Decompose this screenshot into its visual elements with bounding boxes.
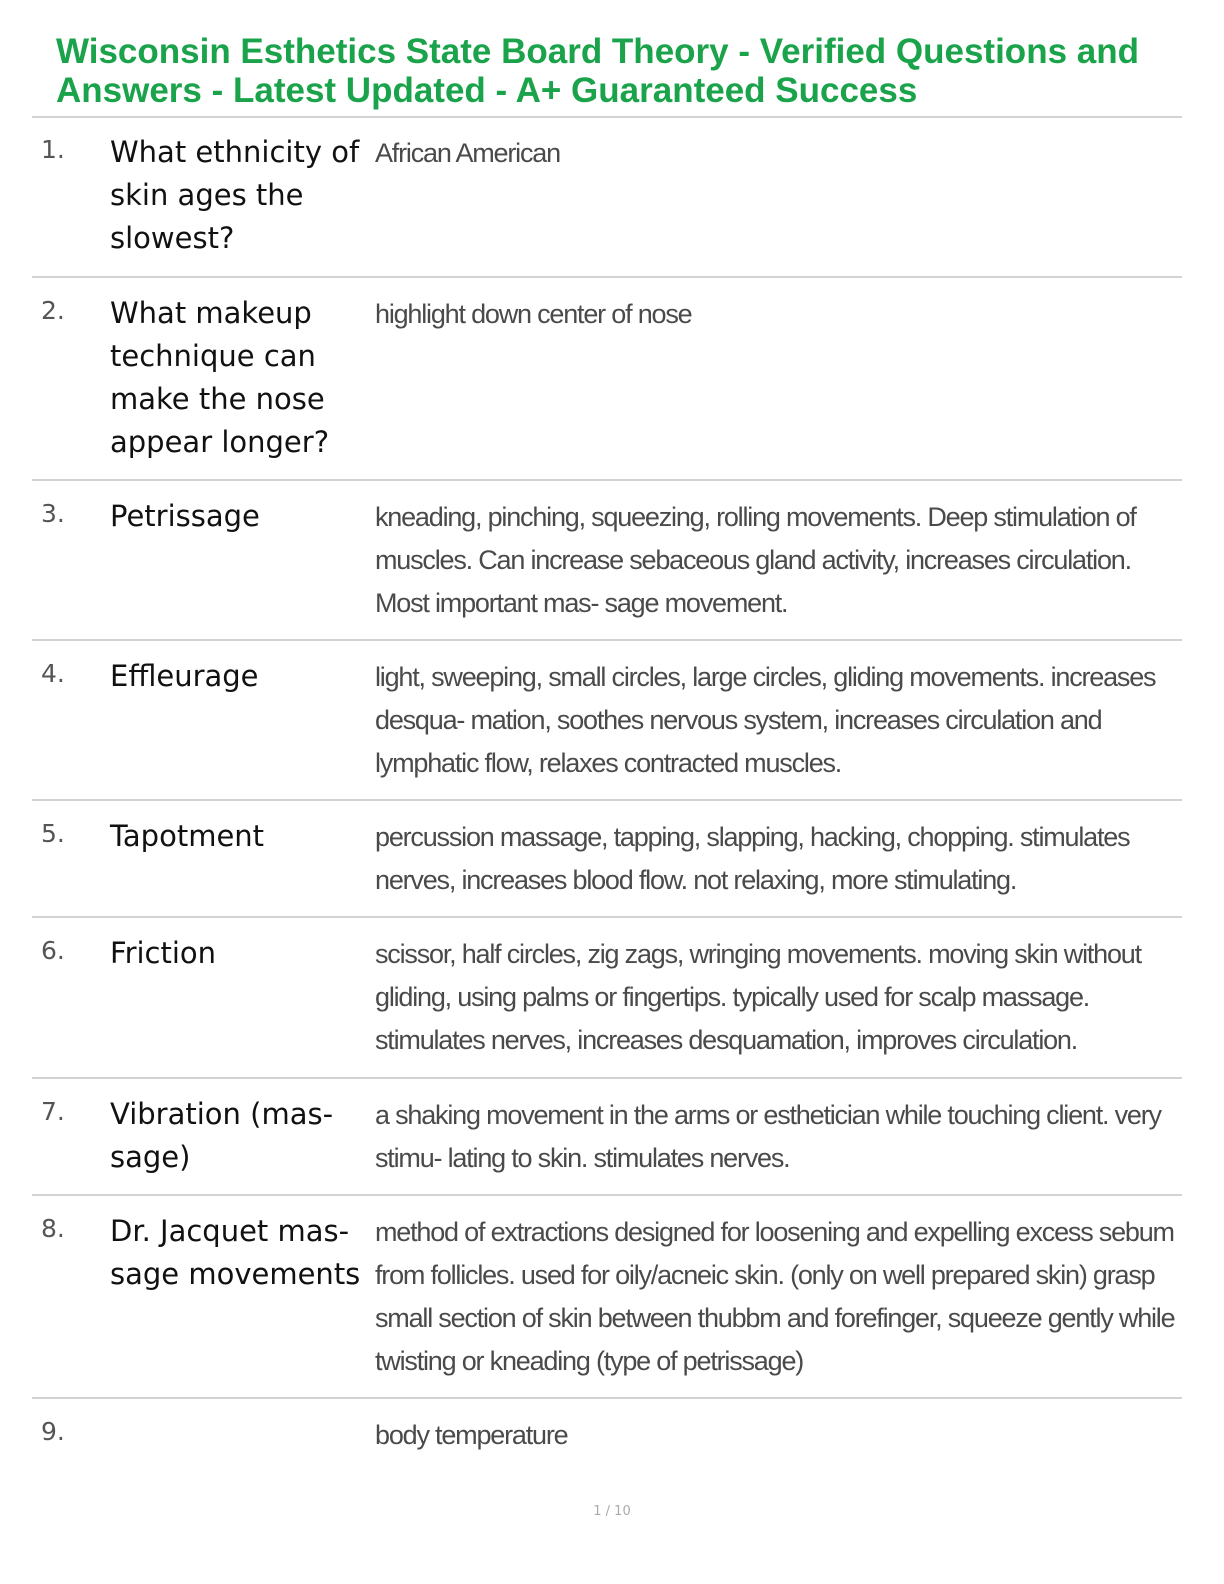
qa-row (32, 641, 1182, 801)
answer-definition: scissor, half circles, zig zags, wringing movements. moving skin without gliding, using palms or fingertips. typically used for scalp massage. stimulates nerves, increases desquamation, improves circulation. (375, 939, 1141, 1055)
answer-definition: body temperature (375, 1420, 568, 1450)
document-title: Wisconsin Esthetics State Board Theory - Verified Questions and Answers - Latest Updated - A+ Guaranteed Success (56, 32, 1139, 110)
qa-row (32, 1399, 1182, 1479)
qa-row (32, 1079, 1182, 1196)
answer-definition: highlight down center of nose (375, 299, 692, 329)
question-term: Tapotment (110, 819, 265, 853)
qa-row (32, 1196, 1182, 1399)
answer-definition: percussion massage, tapping, slapping, hacking, chopping. stimulates nerves, increases blood flow. not relaxing, more stimulating. (375, 822, 1130, 895)
item-number: 6. (41, 936, 65, 965)
item-number: 5. (41, 819, 65, 848)
answer-definition: African American (375, 138, 560, 168)
item-number: 9. (41, 1417, 65, 1446)
qa-row (32, 117, 1182, 278)
item-number: 1. (41, 135, 65, 164)
question-term: Friction (110, 936, 217, 970)
answer-definition: kneading, pinching, squeezing, rolling movements. Deep stimulation of muscles. Can increase sebaceous gland activity, increases circulation. Most important mas- sage movement. (375, 502, 1136, 618)
answer-definition: method of extractions designed for loosening and expelling excess sebum from follicles. used for oily/acneic skin. (only on well prepared skin) grasp small section of skin between thubbm and forefinger, squeeze gently while twisting or kneading (type of petrissage) (375, 1217, 1175, 1376)
question-term: Petrissage (110, 499, 260, 533)
answer-definition: a shaking movement in the arms or esthetician while touching client. very stimu- lating to skin. stimulates nerves. (375, 1100, 1161, 1173)
qa-row (32, 918, 1182, 1079)
answer-definition: light, sweeping, small circles, large circles, gliding movements. increases desqua- mation, soothes nervous system, increases circulation and lymphatic flow, relaxes contracted muscles. (375, 662, 1156, 778)
item-number: 8. (41, 1214, 65, 1243)
question-term: What ethnicity of skin ages the slowest? (110, 135, 360, 255)
qa-list (32, 117, 1182, 1479)
qa-row (32, 481, 1182, 641)
item-number: 3. (41, 499, 65, 528)
question-term: Dr. Jacquet mas- sage movements (110, 1214, 361, 1291)
qa-row (32, 801, 1182, 918)
item-number: 4. (41, 659, 65, 688)
page-indicator: 1 / 10 (593, 1504, 631, 1519)
item-number: 2. (41, 296, 65, 325)
qa-row (32, 278, 1182, 481)
question-term: Effleurage (110, 659, 259, 693)
item-number: 7. (41, 1097, 65, 1126)
question-term: Vibration (mas- sage) (110, 1097, 334, 1174)
question-term: What makeup technique can make the nose appear longer? (110, 296, 330, 459)
